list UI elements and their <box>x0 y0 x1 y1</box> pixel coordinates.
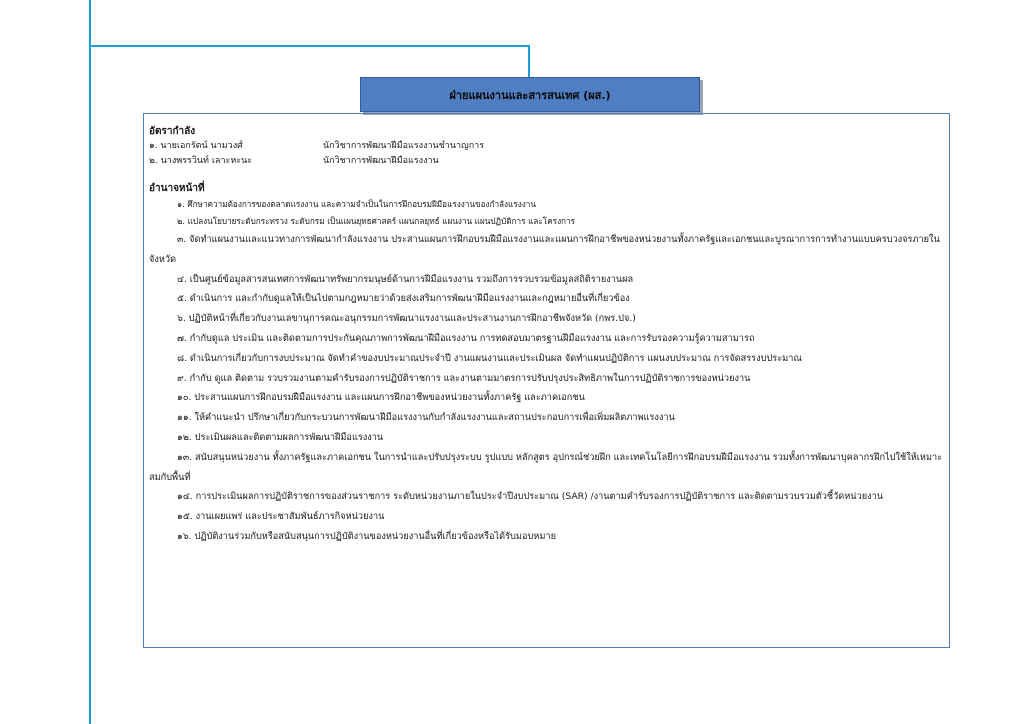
duty-item-15: ๑๕. งานเผยแพร่ และประชาสัมพันธ์ภารกิจหน่วยงาน <box>177 511 385 523</box>
duty-item-14: ๑๔. การประเมินผลการปฏิบัติราชการของส่วนราชการ ระดับหน่วยงานภายในประจำปีงบประมาณ (SAR) /งานตามคำรับรองการปฏิบัติราชการ และติดตามรวบรวมตัวชี้วัดหน่วยงาน <box>177 491 884 503</box>
top-accent-line <box>89 45 530 47</box>
duty-item-16: ๑๖. ปฏิบัติงานร่วมกับหรือสนับสนุนการปฏิบัติงานของหน่วยงานอื่นที่เกี่ยวข้องหรือได้รับมอบหมาย <box>177 530 556 542</box>
duty-item-10: ๑๐. ประสานแผนการฝึกอบรมฝีมือแรงงาน และแผนการฝึกอาชีพของหน่วยงานทั้งภาครัฐ และภาคเอกชน <box>177 392 585 404</box>
duties-heading: อำนาจหน้าที่ <box>149 183 205 194</box>
left-accent-line <box>89 0 91 724</box>
staff-position: นักวิชาการพัฒนาฝีมือแรงงาน <box>323 156 439 166</box>
duty-item-3: ๓. จัดทำแผนงานและแนวทางการพัฒนากำลังแรงงาน ประสานแผนการฝึกอบรมฝีมือแรงงานและแผนการฝึกอาชีพของหน่วยงานทั้งภาครัฐและเอกชนและบูรณาการการทำงานแบบครบวงจรภายในจังหวัด <box>149 234 940 265</box>
section-title: ฝ่ายแผนงานและสารสนเทศ (ผส.) <box>449 88 611 102</box>
staff-name: ๑. นายเอกรัตน์ นามวงศ์ <box>149 141 243 151</box>
connector-line <box>528 45 530 77</box>
staffing-heading: อัตรากำลัง <box>149 126 196 137</box>
duty-item-2: ๒. แปลงนโยบายระดับกระทรวง ระดับกรม เป็นแผนยุทธศาสตร์ แผนกลยุทธ์ แผนงาน แผนปฏิบัติการ และโครงการ <box>177 216 576 226</box>
duty-item-5: ๕. ดำเนินการ และกำกับดูแลให้เป็นไปตามกฎหมายว่าด้วยส่งเสริมการพัฒนาฝีมือแรงงานและกฎหมายอื่นที่เกี่ยวข้อง <box>177 293 630 305</box>
section-title-bar <box>360 77 700 112</box>
duty-item-11: ๑๑. ให้คำแนะนำ ปรึกษาเกี่ยวกับกระบวนการพัฒนาฝีมือแรงงานกับกำลังแรงงานและสถานประกอบการเพื่อเพิ่มผลิตภาพแรงงาน <box>177 412 675 424</box>
duty-item-13: ๑๓. สนับสนุนหน่วยงาน ทั้งภาครัฐและภาคเอกชน ในการนำและปรับปรุงระบบ รูปแบบ หลักสูตร อุปกรณ์ช่วยฝึก และเทคโนโลยีการฝึกอบรมฝีมือแรงงาน รวมทั้งการพัฒนาบุคลากรฝึกไปใช้ให้เหมาะสมกับพื้นที่ <box>149 451 943 483</box>
duty-item-8: ๘. ดำเนินการเกี่ยวกับการงบประมาณ จัดทำคำของบประมาณประจำปี งานแผนงานและประเมินผล จัดทำแผนปฏิบัติการ แผนงบประมาณ การจัดสรรงบประมาณ <box>177 352 802 364</box>
duty-item-1: ๑. ศึกษาความต้องการของตลาดแรงงาน และความจำเป็นในการฝึกอบรมฝีมือแรงงานของกำลังแรงงาน <box>177 199 536 209</box>
staff-name: ๒. นางพรรวินท์ เลาะหะนะ <box>149 156 253 166</box>
staff-position: นักวิชาการพัฒนาฝีมือแรงงานชำนาญการ <box>323 141 485 151</box>
duty-item-9: ๙. กำกับ ดูแล ติดตาม รวบรวมงานตามคำรับรองการปฏิบัติราชการ และงานตามมาตรการปรับปรุงประสิทธิภาพในการปฏิบัติราชการของหน่วยงาน <box>177 372 751 384</box>
duty-item-12: ๑๒. ประเมินผลและติดตามผลการพัฒนาฝีมือแรงงาน <box>177 431 384 443</box>
duty-item-6: ๖. ปฏิบัติหน้าที่เกี่ยวกับงานเลขานุการคณะอนุกรรมการพัฒนาแรงงานและประสานงานการฝึกอาชีพจังหวัด (กพร.ปจ.) <box>177 313 636 325</box>
staff-row <box>149 154 943 169</box>
duty-item-4: ๔. เป็นศูนย์ข้อมูลสารสนเทศการพัฒนาทรัพยากรมนุษย์ด้านการฝีมือแรงงาน รวมถึงการรวบรวมข้อมูลสถิติรายงานผล <box>177 273 634 285</box>
content-panel <box>143 113 950 648</box>
staff-row <box>149 139 943 154</box>
duty-item-7: ๗. กำกับดูแล ประเมิน และติดตามการประกันคุณภาพการพัฒนาฝีมือแรงงาน การทดสอบมาตรฐานฝีมือแรงงาน และการรับรองความรู้ความสามารถ <box>177 332 755 344</box>
